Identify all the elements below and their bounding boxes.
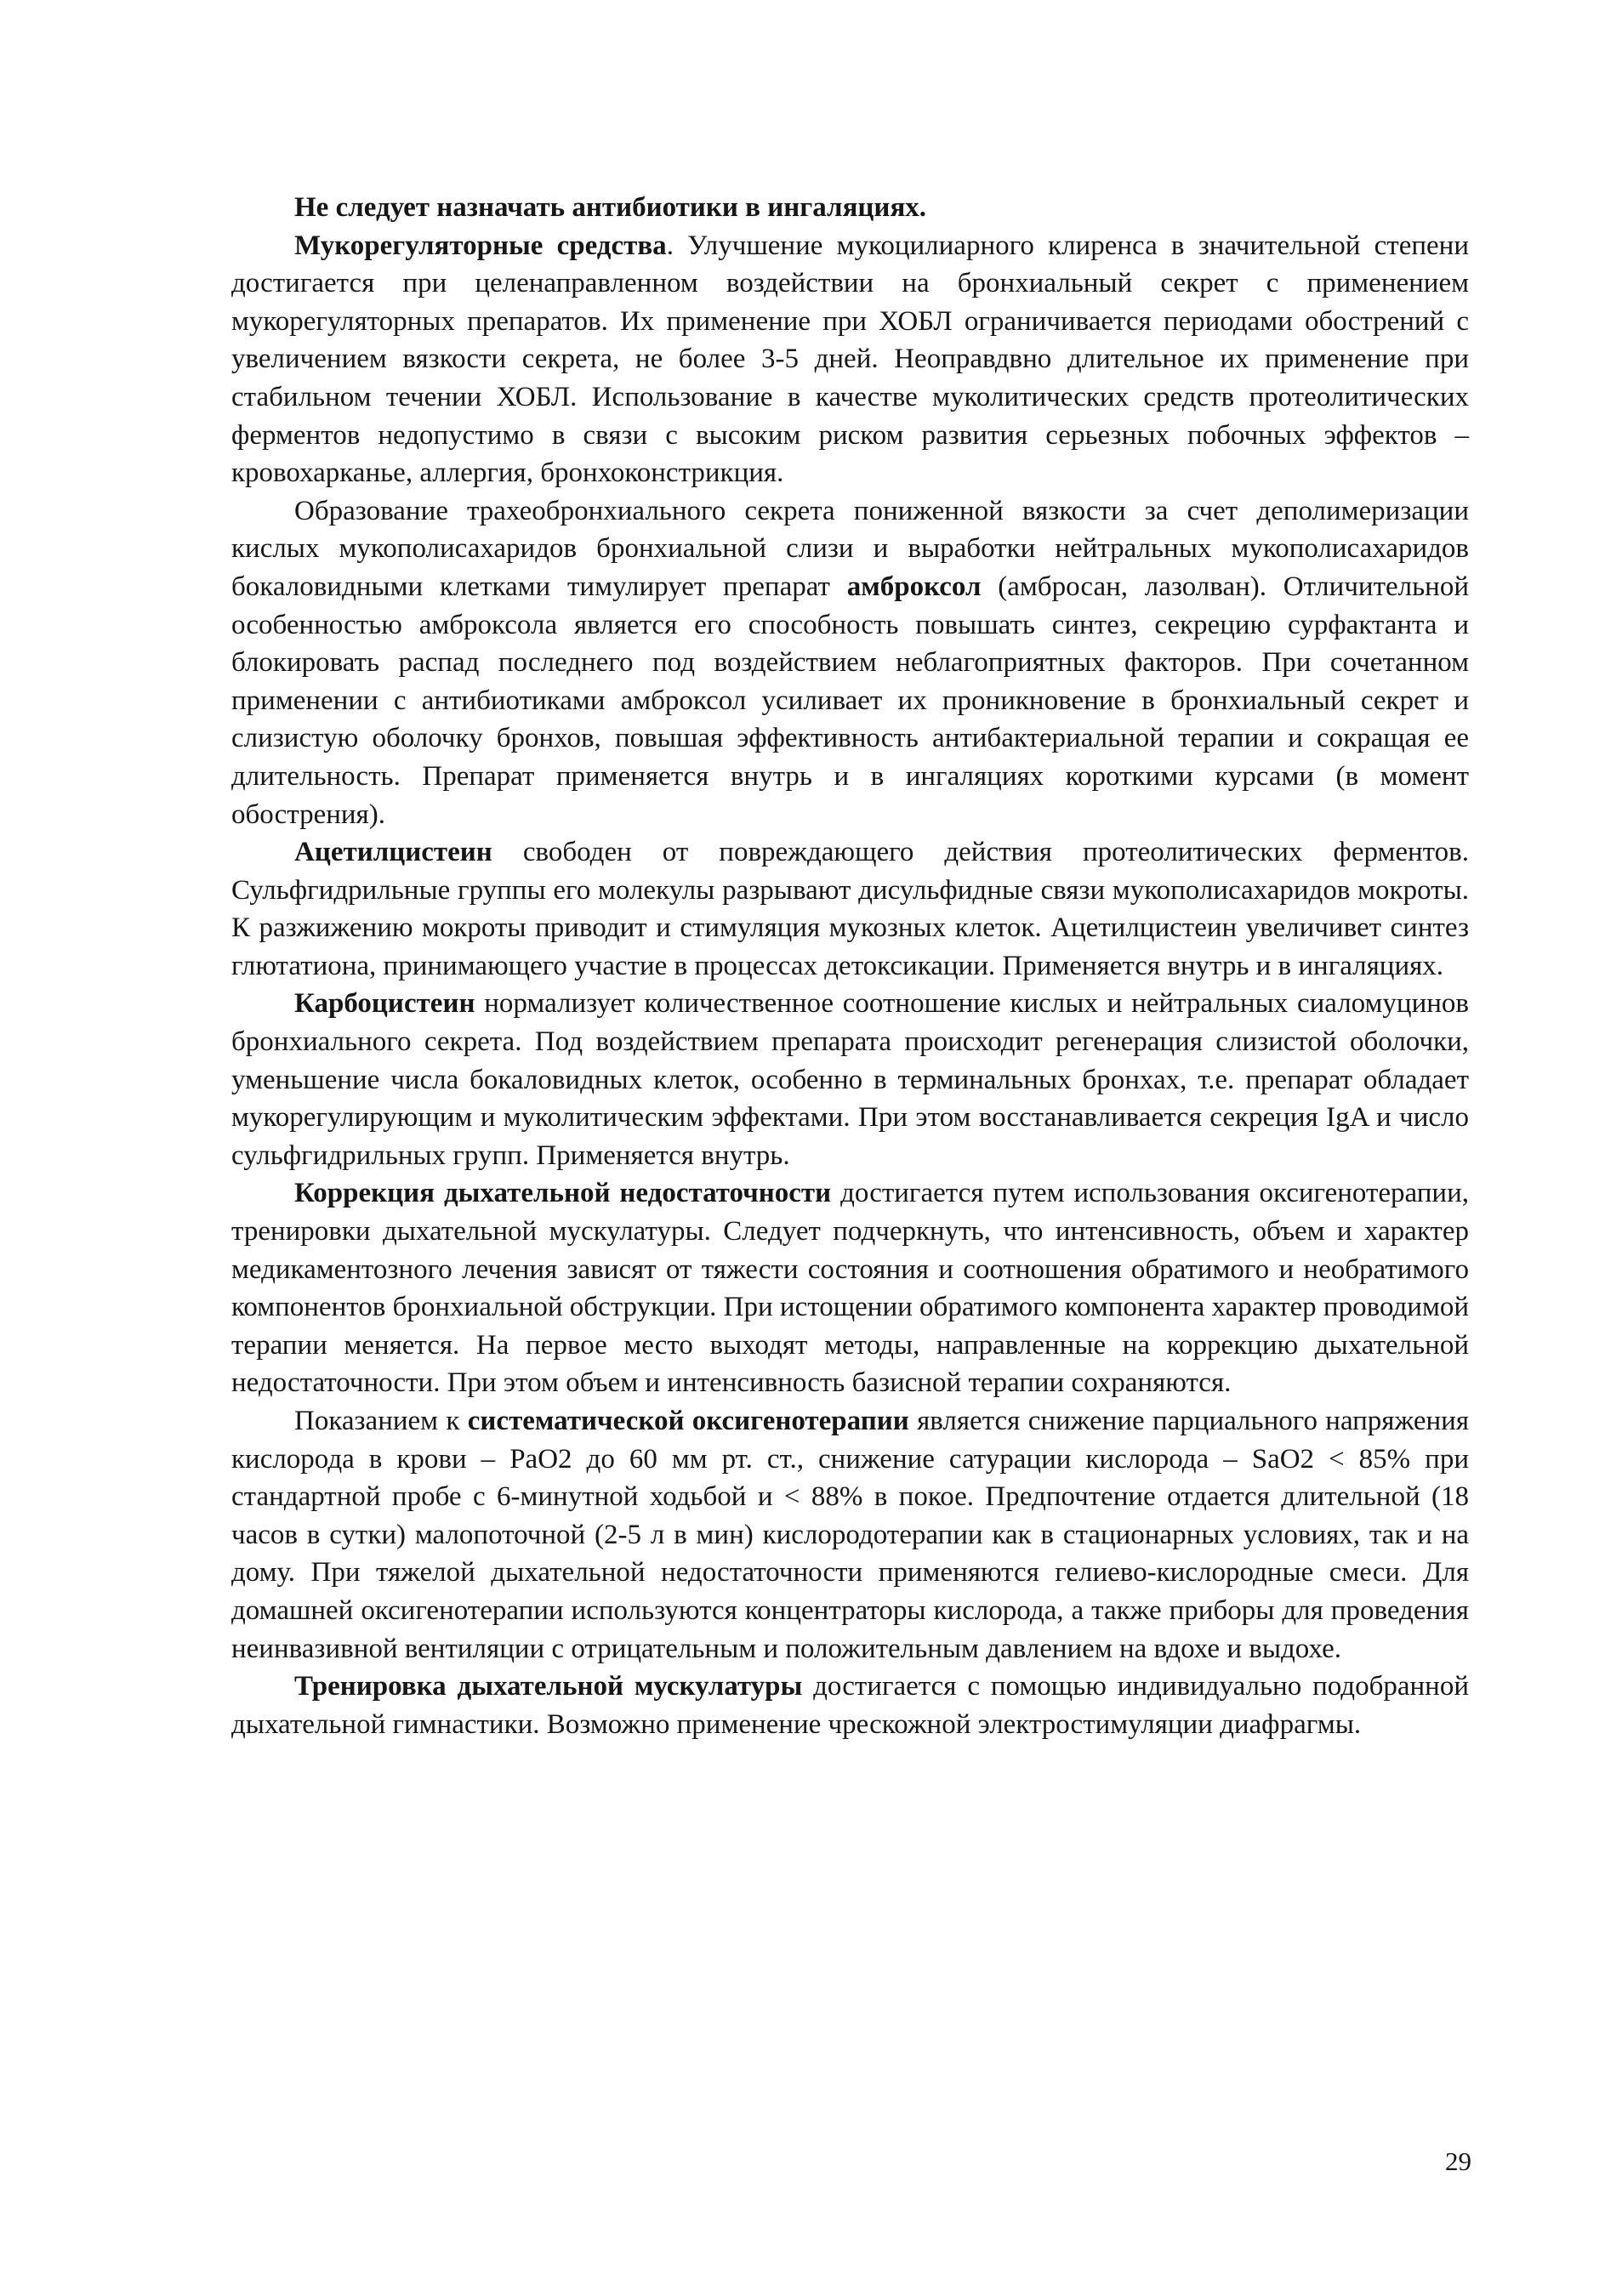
paragraph-muscle-training xyxy=(231,1668,1469,1743)
page-number: 29 xyxy=(1445,2146,1471,2176)
oxygen-therapy-text: является снижение парциального напряжения кислорода в крови – РаО2 до 60 мм рт. ст., снижение сатурации кислорода – SaO2 < 85% при стандартной пробе с 6-минутной ходьбой и < 88% в покое. Предпочтение отдается длительной (18 часов в сутки) малопоточной (2-5 л в мин) кислородотерапии как в стационарных условиях, так и на дому. При тяжелой дыхательной недостаточности применяются гелиево-кислородные смеси. Для домашней оксигенотерапии используются концентраторы кислорода, а также приборы для проведения неинвазивной вентиляции с отрицательным и положительным давлением на вдохе и выдохе. xyxy=(231,1406,1470,1664)
paragraph-mucoregulatory xyxy=(231,227,1469,492)
paragraph-antibiotics-warning xyxy=(231,189,1469,227)
mucoregulatory-heading: Мукорегуляторные средства xyxy=(294,230,667,261)
muscle-training-heading: Тренировка дыхательной мускулатуры xyxy=(294,1671,803,1702)
carbocysteine-term: Карбоцистеин xyxy=(294,988,475,1020)
page-body xyxy=(231,189,1469,1743)
oxygen-therapy-lead: Показанием к xyxy=(294,1406,468,1436)
ambroxol-lead: Образование трахеобронхиального секрета пониженной вязкости за счет деполимеризации кислых мукополисахаридов бронхиальной слизи и выработки нейтральных мукополисахаридов бокаловидными клетками тимулирует препарат xyxy=(231,495,1469,602)
muscle-training-text: достигается с помощью индивидуально подобранной дыхательной гимнастики. Возможно применение чрескожной электростимуляции диафрагмы. xyxy=(231,1671,1469,1740)
paragraph-oxygen-therapy xyxy=(231,1402,1469,1668)
paragraph-carbocysteine xyxy=(231,985,1469,1174)
ambroxol-text: (амбросан, лазолван). Отличительной особенностью амброксола является его способность повышать синтез, секрецию сурфактанта и блокировать распад последнего под воздействием неблагоприятных факторов. При сочетанном применении с антибиотиками амброксол усиливает их проникновение в бронхиальный секрет и слизистую оболочку бронхов, повышая эффективность антибактериальной терапии и сокращая ее длительность. Препарат применяется внутрь и в ингаляциях короткими курсами (в момент обострения). xyxy=(231,571,1469,830)
mucoregulatory-text: . Улучшение мукоцилиарного клиренса в значительной степени достигается при целенаправленном воздействии на бронхиальный секрет с применением мукорегуляторных препаратов. Их применение при ХОБЛ ограничивается периодами обострений с увеличением вязкости секрета, не более 3-5 дней. Неоправдвно длительное их применение при стабильном течении ХОБЛ. Использование в качестве муколитических средств протеолитических ферментов недопустимо в связи с высоким риском развития серьезных побочных эффектов – кровохарканье, аллергия, бронхоконстрикция. xyxy=(231,230,1469,489)
respiratory-failure-heading: Коррекция дыхательной недостаточности xyxy=(294,1178,832,1209)
ambroxol-term: амброксол xyxy=(846,571,982,602)
paragraph-ambroxol xyxy=(231,492,1469,833)
acetylcysteine-term: Ацетилцистеин xyxy=(294,837,492,868)
acetylcysteine-text: свободен от повреждающего действия протеолитических ферментов. Сульфгидрильные группы его молекулы разрывают дисульфидные связи мукополисахаридов мокроты. К разжижению мокроты приводит и стимуляция мукозных клеток. Ацетилцистеин увеличивет синтез глютатиона, принимающего участие в процессах детоксикации. Применяется внутрь и в ингаляциях. xyxy=(231,837,1469,981)
paragraph-respiratory-failure xyxy=(231,1174,1469,1402)
antibiotics-warning-bold: Не следует назначать антибиотики в ингаляциях. xyxy=(294,192,927,223)
carbocysteine-text: нормализует количественное соотношение кислых и нейтральных сиаломуцинов бронхиального секрета. Под воздействием препарата происходит регенерация слизистой оболочки, уменьшение числа бокаловидных клеток, особенно в терминальных бронхах, т.е. препарат обладает мукорегулирующим и муколитическим эффектами. При этом восстанавливается секреция IgA и число сульфгидрильных групп. Применяется внутрь. xyxy=(231,988,1469,1171)
paragraph-acetylcysteine xyxy=(231,833,1469,985)
respiratory-failure-text: достигается путем использования оксигенотерапии, тренировки дыхательной мускулатуры. Следует подчеркнуть, что интенсивность, объем и характер медикаментозного лечения зависят от тяжести состояния и соотношения обратимого и необратимого компонентов бронхиальной обструкции. При истощении обратимого компонента характер проводимой терапии меняется. На первое место выходят методы, направленные на коррекцию дыхательной недостаточности. При этом объем и интенсивность базисной терапии сохраняются. xyxy=(231,1178,1469,1399)
oxygen-therapy-term: систематической оксигенотерапии xyxy=(467,1406,909,1436)
